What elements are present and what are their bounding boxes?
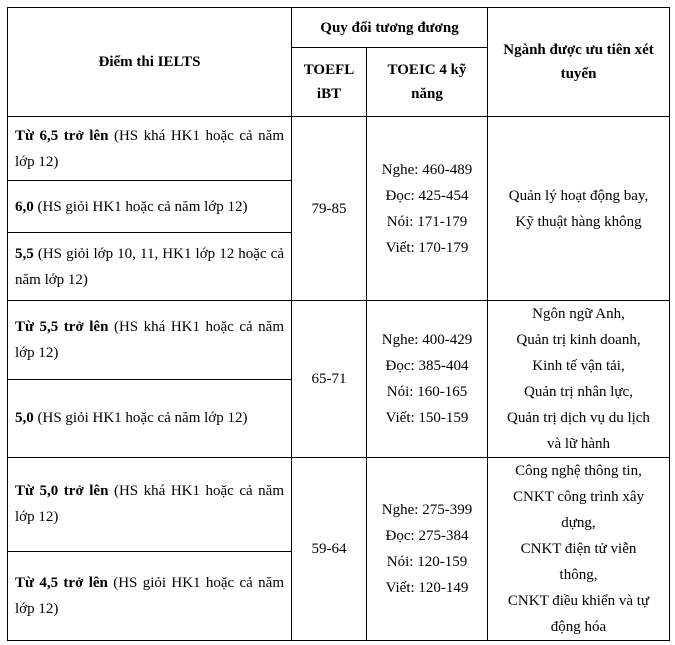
major-item: dựng,	[561, 515, 596, 531]
ielts-condition: (HS giỏi HK1 hoặc cả năm lớp 12)	[33, 410, 248, 427]
toeic-listening: Nghe: 460-489	[381, 161, 473, 178]
toeic-cell	[367, 301, 488, 458]
ielts-condition: (HS khá HK1 hoặc cả năm lớp 12)	[15, 318, 284, 361]
major-item: Quản trị dịch vụ du lịch	[507, 410, 650, 426]
header-ielts: Điểm thi IELTS	[8, 8, 292, 117]
ielts-score: 6,0	[15, 198, 34, 215]
ielts-condition: (HS giỏi HK1 hoặc cả năm lớp 12)	[33, 198, 248, 215]
toeic-reading: Đọc: 425-454	[385, 187, 469, 204]
header-toeic: TOEIC 4 kỹ năng	[367, 48, 488, 117]
ielts-cell	[8, 458, 292, 552]
toeic-listening: Nghe: 400-429	[381, 332, 473, 348]
major-item: và lữ hành	[546, 436, 611, 452]
toefl-cell: 79-85	[292, 117, 367, 301]
ielts-cell	[8, 117, 292, 181]
toeic-writing: Viết: 150-159	[385, 410, 469, 426]
toeic-cell	[367, 117, 488, 301]
major-item: CNKT điện tử viễn	[520, 541, 637, 557]
toeic-speaking: Nói: 171-179	[386, 213, 468, 230]
major-item: Kỹ thuật hàng không	[515, 213, 642, 230]
major-item: Kinh tế vận tải,	[532, 358, 625, 374]
toeic-writing: Viết: 170-179	[385, 239, 469, 256]
major-item: thông,	[559, 567, 598, 583]
major-item: động hóa	[550, 619, 607, 635]
ielts-score: Từ 6,5 trở lên	[15, 127, 109, 144]
ielts-score: Từ 5,0 trở lên	[15, 483, 109, 500]
toeic-speaking: Nói: 160-165	[386, 384, 468, 400]
major-item: Quản lý hoạt động bay,	[508, 187, 649, 204]
toeic-speaking: Nói: 120-159	[386, 554, 468, 570]
toefl-cell: 59-64	[292, 458, 367, 641]
majors-cell	[488, 458, 670, 641]
toeic-listening: Nghe: 275-399	[381, 502, 473, 518]
ielts-condition: (HS khá HK1 hoặc cả năm lớp 12)	[15, 483, 284, 526]
major-item: Ngôn ngữ Anh,	[532, 306, 625, 322]
toeic-cell	[367, 458, 488, 641]
majors-cell	[488, 117, 670, 301]
majors-cell	[488, 301, 670, 458]
ielts-condition: (HS giỏi lớp 10, 11, HK1 lớp 12 hoặc cả năm lớp 12)	[15, 245, 284, 288]
ielts-score: Từ 4,5 trở lên	[15, 574, 108, 591]
ielts-cell	[8, 379, 292, 458]
ielts-cell	[8, 301, 292, 380]
ielts-cell	[8, 181, 292, 233]
toefl-cell: 65-71	[292, 301, 367, 458]
major-item: CNKT điều khiển và tự	[507, 593, 650, 609]
ielts-score: 5,5	[15, 245, 34, 262]
header-toefl: TOEFL iBT	[292, 48, 367, 117]
ielts-condition: (HS khá HK1 hoặc cả năm lớp 12)	[15, 127, 284, 170]
ielts-score: 5,0	[15, 410, 34, 427]
ielts-condition: (HS giỏi HK1 hoặc cả năm lớp 12)	[15, 574, 284, 617]
major-item: Quản trị nhân lực,	[524, 384, 633, 400]
conversion-table	[7, 7, 670, 641]
major-item: Công nghệ thông tin,	[515, 463, 642, 479]
header-equivalent: Quy đổi tương đương	[292, 8, 488, 48]
ielts-cell	[8, 551, 292, 640]
ielts-score: Từ 5,5 trở lên	[15, 318, 109, 335]
toeic-writing: Viết: 120-149	[385, 580, 469, 596]
toeic-reading: Đọc: 275-384	[385, 528, 469, 544]
ielts-cell	[8, 233, 292, 301]
toeic-reading: Đọc: 385-404	[385, 358, 469, 374]
header-majors: Ngành được ưu tiên xét tuyển	[488, 8, 670, 117]
major-item: CNKT công trình xây	[513, 489, 644, 505]
major-item: Quản trị kinh doanh,	[516, 332, 641, 348]
